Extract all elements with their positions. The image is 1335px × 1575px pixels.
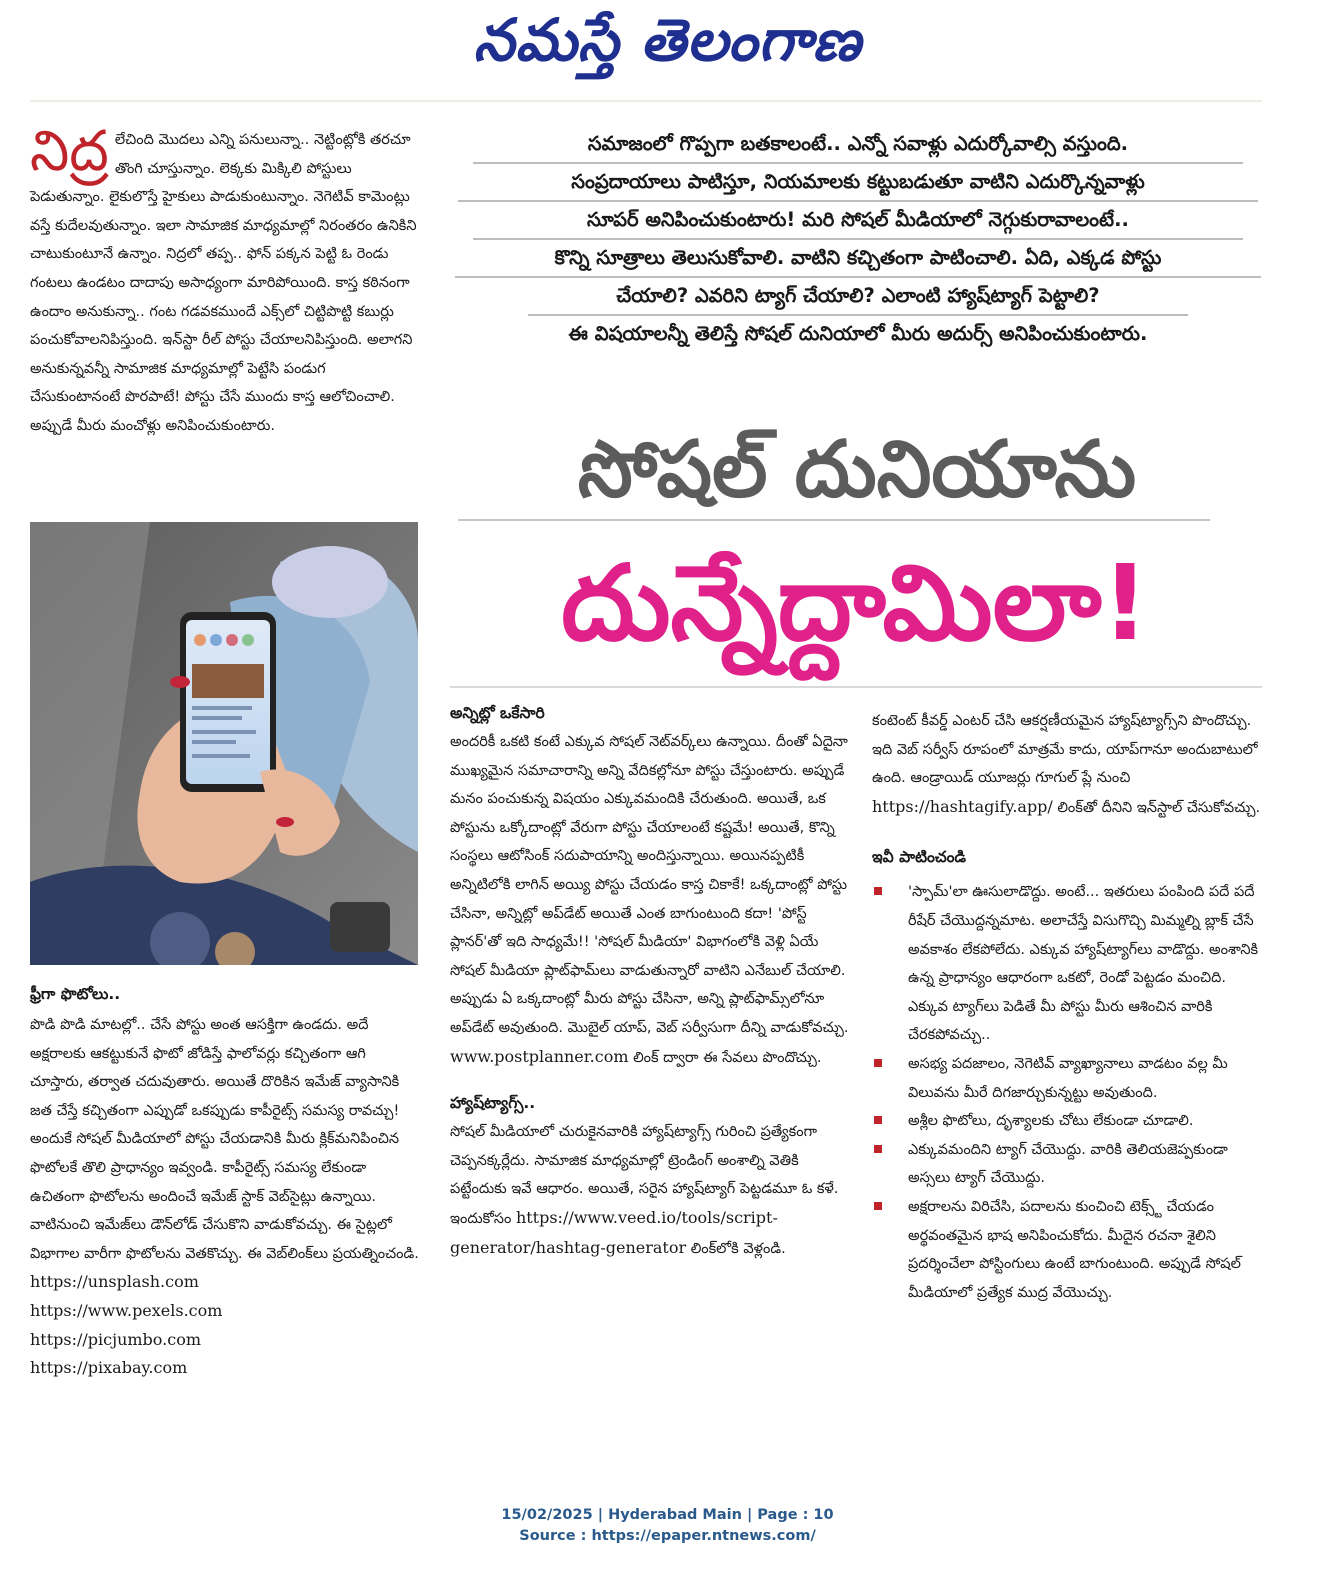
link-hashtagify[interactable]: https://hashtagify.app/ <box>872 796 1053 816</box>
bullet-square-icon <box>874 1116 882 1124</box>
link-picjumbo[interactable]: https://picjumbo.com <box>30 1329 201 1349</box>
tip-item <box>872 1050 1262 1107</box>
headline-line-1: సోషల్ దునియాను <box>577 425 1137 515</box>
link-pixabay[interactable]: https://pixabay.com <box>30 1358 188 1378</box>
free-photos-section <box>30 985 422 1383</box>
deck-line: సంప్రదాయాలు పాటిస్తూ, నియమాలకు కట్టుబడుతూ వాటిని ఎదుర్కొన్నవాళ్లు <box>458 164 1258 202</box>
intro-paragraph <box>30 119 418 441</box>
right-column <box>872 707 1262 1307</box>
bullet-square-icon <box>874 1145 882 1153</box>
tip-text: అశ్లీల ఫొటోలు, దృశ్యాలకు చోటు లేకుండా చూడాలి. <box>908 1113 1194 1130</box>
intro-text: లేచింది మొదలు ఎన్ని పనులున్నా.. నెట్టింట్లోకి తరచూ తొంగి చూస్తున్నాం. లెక్కకు మిక్కిలి పోస్టులు పెడుతున్నాం. లైకులొస్తే హైకులు పాడుకుంటున్నాం. నెగెటివ్ కామెంట్లు వస్తే కుదేలవుతున్నాం. ఇలా సామాజిక మాధ్యమాల్లో నిరంతరం ఉనికిని చాటుకుంటూనే ఉన్నాం. నిద్రలో తప్ప.. ఫోన్ పక్కన పెట్టి ఓ రెండు గంటలు ఉండటం దాదాపు అసాధ్యంగా మారిపోయింది. కాస్త కఠినంగా ఉందాం అనుకున్నా.. గంట గడవకముందే ఎక్స్‌లో చిట్టిపొట్టి కబుర్లు పంచుకోవాలనిపిస్తుంది. ఇన్‌స్టా రీల్ పోస్టు చేయాలనిపిస్తుంది. అలాగని అనుకున్నవన్నీ సామాజిక మాధ్యమాల్లో పెట్టేసి పండుగ చేసుకుంటానంటే పొరపాటే! పోస్టు చేసే ముందు కాస్త ఆలోచించాలి. అప్పుడే మీరు మంచోళ్లు అనిపించుకుంటారు. <box>30 132 417 434</box>
footer-source-link[interactable]: Source : https://epaper.ntnews.com/ <box>519 1528 816 1544</box>
hashtagify-suffix: లింక్‌తో దీనిని ఇన్‌స్టాల్ చేసుకోవచ్చు. <box>1052 799 1261 816</box>
tip-text: 'స్పామ్'లా ఊసులాడొద్దు. అంటే... ఇతరులు పంపింది పదే పదే రీషేర్ చేయొద్దన్నమాట. అలాచేస్తే విసుగొచ్చి మిమ్మల్ని బ్లాక్ చేసే అవకాశం లేకపోలేదు. ఎక్కువ హ్యాష్‌ట్యాగ్‌లు వాడొద్దు. అంశానికి ఉన్న ప్రాధాన్యం ఆధారంగా ఒకటో, రెండో పెట్టడం మంచిది. ఎక్కువ ట్యాగ్‌లు పెడితే మీ పోస్టు మీరు ఆశించిన వారికి చేరకపోవచ్చు.. <box>908 884 1259 1044</box>
free-photos-text: పొడి పొడి మాటల్లో.. చేసే పోస్టు అంత ఆసక్తిగా ఉండదు. అదే అక్షరాలకు ఆకట్టుకునే ఫొటో జోడిస్తే ఫాలోవర్లు కచ్చితంగా ఆగి చూస్తారు, తర్వాత చదువుతారు. అయితే దొరికిన ఇమేజ్ వ్యాసానికి జత చేస్తే కచ్చితంగా ఎప్పుడో ఒకప్పుడు కాపీరైట్స్ సమస్య రావచ్చు! అందుకే సోషల్ మీడియాలో పోస్టు చేయడానికి మీరు క్లిక్‌మనిపించిన ఫొటోలకే తొలి ప్రాధాన్యం ఇవ్వండి. కాపీరైట్స్ సమస్య లేకుండా ఉచితంగా ఫొటోలను అందించే ఇమేజ్ స్టాక్ వెబ్‌సైట్లు ఉన్నాయి. వాటినుంచి ఇమేజ్‌లు డౌన్‌లోడ్ చేసుకొని వాడుకోవచ్చు. ఈ సైట్లలో విభాగాల వారీగా ఫొటోలను వెతకొచ్చు. ఈ వెబ్‌లింక్‌లు ప్రయత్నించండి. <box>30 1017 419 1262</box>
tip-item <box>872 1193 1262 1307</box>
bullet-square-icon <box>874 1202 882 1210</box>
bullet-square-icon <box>874 887 882 895</box>
all-at-once-text <box>450 728 850 1072</box>
deck-summary <box>455 126 1261 352</box>
tip-text: అక్షరాలను విరిచేసి, పదాలను కుంచించి టెక్స్ట్ చేయడం అర్థవంతమైన భాష అనిపించుకోదు. మీదైన రచనా శైలిని ప్రదర్శించేలా పోస్టింగులు ఉంటే బాగుంటుంది. అప్పుడే సోషల్ మీడియాలో ప్రత్యేక ముద్ర వేయొచ్చు. <box>908 1198 1241 1301</box>
deck-line: సూపర్ అనిపించుకుంటారు! మరి సోషల్ మీడియాలో నెగ్గుకురావాలంటే.. <box>473 202 1243 240</box>
tip-item <box>872 1136 1262 1193</box>
all-at-once-heading: అన్నిట్లో ఒకేసారి <box>450 704 545 722</box>
free-photos-heading: ఫ్రీగా ఫొటోలు.. <box>30 985 121 1003</box>
tip-text: అసభ్య పదజాలం, నెగెటివ్ వ్యాఖ్యానాలు వాడటం వల్ల మీ విలువను మీరే దిగజార్చుకున్నట్టు అవుతుంది. <box>908 1055 1228 1101</box>
tip-text: ఎక్కువమందిని ట్యాగ్ చేయొద్దు. వారికి తెలియజెప్పకుండా అస్సలు ట్యాగ్ చేయొద్దు. <box>908 1141 1228 1187</box>
deck-line: సమాజంలో గొప్పగా బతకాలంటే.. ఎన్నో సవాళ్లు ఎదుర్కోవాల్సి వస్తుంది. <box>473 126 1243 164</box>
deck-line: చేయాలి? ఎవరిని ట్యాగ్ చేయాలి? ఎలాంటి హ్యాష్‌ట్యాగ్ పెట్టాలి? <box>528 278 1188 316</box>
postplanner-suffix: లింక్ ద్వారా ఈ సేవలు పొందొచ్చు. <box>628 1049 822 1066</box>
all-at-once-body: అందరికీ ఒకటి కంటే ఎక్కువ సోషల్ నెట్‌వర్క్‌లు ఉన్నాయి. దీంతో ఏదైనా ముఖ్యమైన సమాచారాన్ని అన్ని వేదికల్లోనూ పోస్టు చేస్తుంటారు. అప్పుడే మనం పంచుకున్న విషయం ఎక్కువమందికి చేరుతుంది. అయితే, ఒక పోస్టును ఒక్కోదాంట్లో వేరుగా పోస్టు చేయాలంటే కష్టమే! అయితే, కొన్ని సంస్థలు ఆటోసింక్ సదుపాయాన్ని అందిస్తున్నాయి. అయినప్పటికీ అన్నిటిలోకి లాగిన్ అయ్యి పోస్టు చేయడం కాస్త చికాకే! ఒక్కదాంట్లో పోస్టు చేసినా, అన్నిట్లో అప్‌డేట్ అయితే ఎంత బాగుంటుంది కదా! 'పోస్ట్ ప్లానర్'తో ఇది సాధ్యమే!! 'సోషల్ మీడియా' విభాగంలోకి వెళ్లి ఏయే సోషల్ మీడియా ప్లాట్‌ఫామ్‌లు వాడుతున్నారో వాటిని ఎనేబుల్ చేయాలి. అప్పుడు ఏ ఒక్కదాంట్లో మీరు పోస్టు చేసినా, అన్ని ప్లాట్‌ఫామ్స్‌లోనూ అప్‌డేట్ అవుతుంది. మొబైల్ యాప్, వెబ్ సర్వీసుగా దీన్ని వాడుకోవచ్చు. <box>450 734 849 1036</box>
intro-column <box>30 119 418 441</box>
link-pexels[interactable]: https://www.pexels.com <box>30 1300 223 1320</box>
masthead-logo: నమస్తే తెలంగాణ <box>473 6 862 74</box>
phone-in-hand-illustration <box>30 522 418 965</box>
masthead-divider <box>30 100 1262 102</box>
headline-divider <box>458 519 1210 521</box>
tip-item <box>872 1107 1262 1136</box>
bullet-square-icon <box>874 1059 882 1067</box>
deck-line: కొన్ని సూత్రాలు తెలుసుకోవాలి. వాటిని కచ్చితంగా పాటించాలి. ఏది, ఎక్కడ పోస్టు <box>455 240 1261 278</box>
hashtags-text <box>450 1118 850 1263</box>
link-veed[interactable]: https://www.veed.io/tools/script-generator/hashtag-generator <box>450 1207 778 1257</box>
article-photo <box>30 522 418 965</box>
deck-line: ఈ విషయాలన్నీ తెలిస్తే సోషల్ దునియాలో మీరు అదుర్స్ అనిపించుకుంటారు. <box>568 322 1148 345</box>
hashtagify-text <box>872 707 1262 822</box>
follow-these-heading: ఇవీ పాటించండి <box>872 848 967 867</box>
footer-edition-info: 15/02/2025 | Hyderabad Main | Page : 10 <box>501 1507 834 1523</box>
link-postplanner[interactable]: www.postplanner.com <box>450 1046 629 1066</box>
drop-cap: నిద్ర <box>30 119 109 184</box>
body-divider <box>450 686 1262 688</box>
hashtagify-body: కంటెంట్ కీవర్డ్ ఎంటర్ చేసి ఆకర్షణీయమైన హ్యాష్‌ట్యాగ్స్‌ని పొందొచ్చు. ఇది వెబ్ సర్వీస్ రూపంలో మాత్రమే కాదు, యాప్‌గానూ అందుబాటులో ఉంది. ఆండ్రాయిడ్ యూజర్లు గూగుల్ ప్లే నుంచి <box>872 713 1258 787</box>
link-unsplash[interactable]: https://unsplash.com <box>30 1272 199 1292</box>
page-footer <box>0 1505 1335 1547</box>
headline-line-2: దున్నేద్దామిలా! <box>561 542 1149 664</box>
middle-column <box>450 704 850 1263</box>
veed-suffix: లింక్‌లోకి వెళ్లండి. <box>686 1240 786 1257</box>
tip-item <box>872 878 1262 1050</box>
hashtags-body: సోషల్ మీడియాలో చురుకైనవారికి హ్యాష్‌ట్యాగ్స్ గురించి ప్రత్యేకంగా చెప్పనక్కర్లేదు. సామాజిక మాధ్యమాల్లో ట్రెండింగ్ అంశాల్ని వెతికి పట్టేందుకు ఇవే ఆధారం. అయితే, సరైన హ్యాష్‌ట్యాగ్ పెట్టడమూ ఓ కళే. ఇందుకోసం <box>450 1124 839 1227</box>
hashtags-heading: హ్యాష్‌ట్యాగ్స్.. <box>450 1094 536 1113</box>
